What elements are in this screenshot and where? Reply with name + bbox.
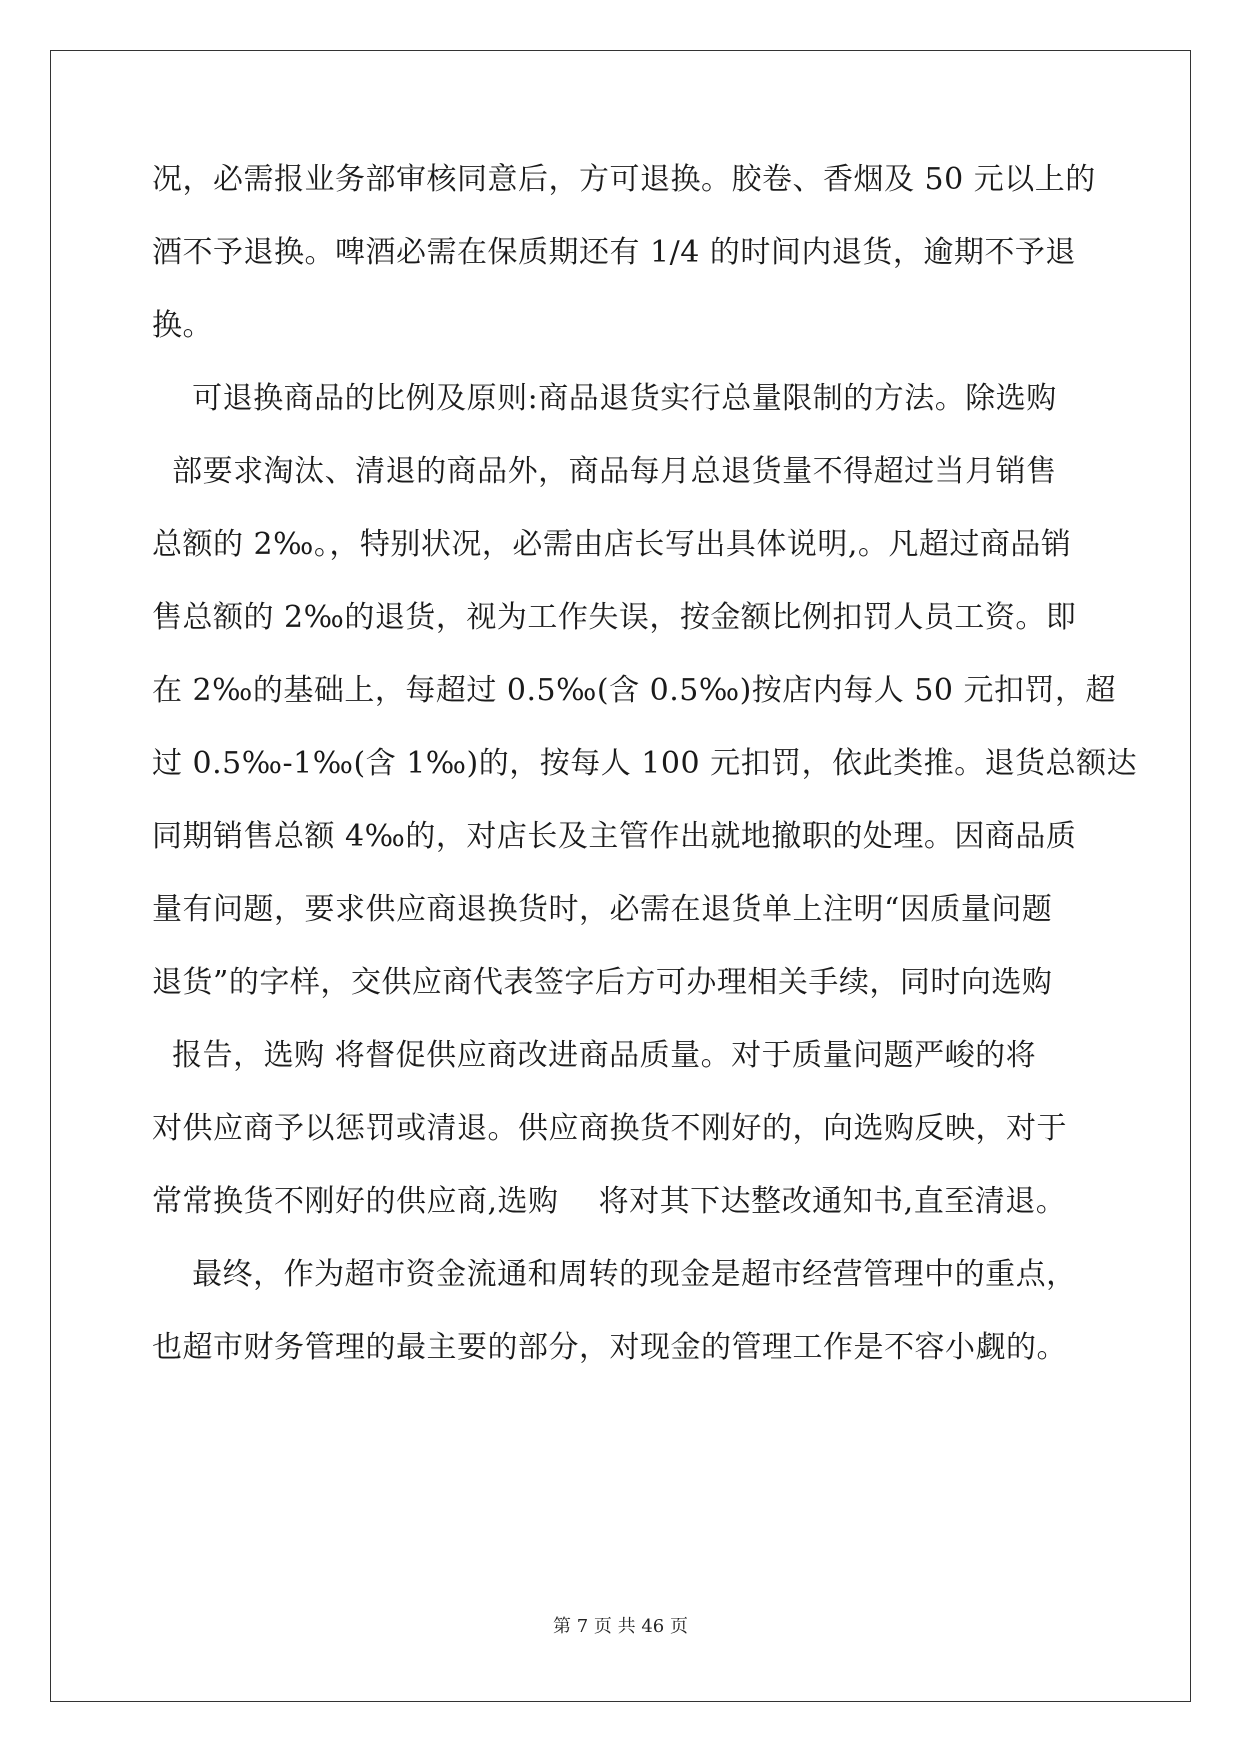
text-line: 酒不予退换。啤酒必需在保质期还有 1/4 的时间内退货，逾期不予退 [152, 235, 1076, 270]
text-line: 过 0.5‰-1‰(含 1‰)的，按每人 100 元扣罚，依此类推。退货总额达 [152, 746, 1138, 781]
text-line: 可退换商品的比例及原则:商品退货实行总量限制的方法。除选购 [152, 381, 1057, 416]
text-line: 总额的 2‰。，特别状况，必需由店长写出具体说明,。凡超过商品销 [152, 527, 1072, 562]
text-line: 最终，作为超市资金流通和周转的现金是超市经营管理中的重点， [152, 1257, 1077, 1292]
text-line: 也超市财务管理的最主要的部分，对现金的管理工作是不容小觑的。 [152, 1330, 1067, 1365]
text-line: 同期销售总额 4‰的，对店长及主管作出就地撤职的处理。因商品质 [152, 819, 1077, 854]
text-line: 报告，选购 将督促供应商改进商品质量。对于质量问题严峻的将 [152, 1038, 1037, 1073]
text-line: 退货”的字样，交供应商代表签字后方可办理相关手续，同时向选购 [152, 965, 1053, 1000]
text-line: 况，必需报业务部审核同意后，方可退换。胶卷、香烟及 50 元以上的 [152, 162, 1096, 197]
text-line: 售总额的 2‰的退货，视为工作失误，按金额比例扣罚人员工资。即 [152, 600, 1077, 635]
text-line: 在 2‰的基础上，每超过 0.5‰(含 0.5‰)按店内每人 50 元扣罚，超 [152, 673, 1117, 708]
text-line: 常常换货不刚好的供应商,选购 将对其下达整改通知书,直至清退。 [152, 1184, 1067, 1219]
text-line: 部要求淘汰、清退的商品外，商品每月总退货量不得超过当月销售 [152, 454, 1057, 489]
page-number-footer: 第 7 页 共 46 页 [553, 1616, 688, 1637]
text-line: 量有问题，要求供应商退换货时，必需在退货单上注明“因质量问题 [152, 892, 1053, 927]
page-border [50, 50, 1191, 1702]
text-line: 换。 [152, 308, 213, 343]
text-line: 对供应商予以惩罚或清退。供应商换货不刚好的，向选购反映，对于 [152, 1111, 1067, 1146]
